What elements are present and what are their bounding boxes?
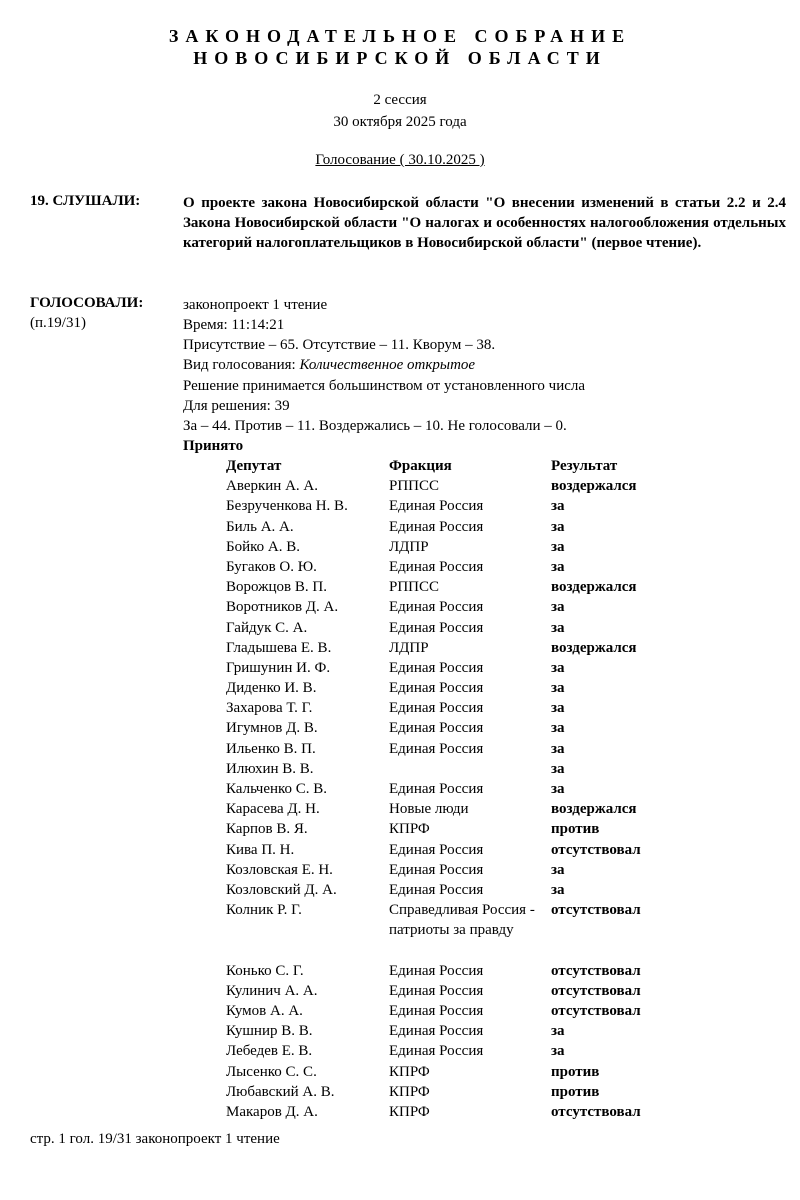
deputy-result: за <box>551 558 565 575</box>
deputy-name: Игумнов Д. В. <box>226 720 318 737</box>
voting-label: ГОЛОСОВАЛИ: <box>30 295 144 311</box>
deputy-result: отсутствовал <box>551 962 641 979</box>
voting-title-text: Голосование ( 30.10.2025 ) <box>315 152 485 168</box>
deputy-result: за <box>551 760 565 777</box>
deputy-faction: Единая Россия <box>389 962 484 979</box>
deputy-faction: Новые люди <box>389 801 469 818</box>
deputy-faction: Единая Россия <box>389 659 484 676</box>
header-deputy: Депутат <box>226 458 282 474</box>
deputy-name: Бойко А. В. <box>226 538 301 555</box>
deputy-result: за <box>551 781 565 797</box>
deputy-name: Ворожцов В. П. <box>226 579 327 596</box>
deputy-name: Биль А. А. <box>226 518 294 535</box>
deputy-name: Козловский Д. А. <box>226 881 337 898</box>
deputy-name: Илюхин В. В. <box>226 760 314 777</box>
deputy-faction: Единая Россия <box>389 518 484 535</box>
deputy-faction: КПРФ <box>389 821 430 838</box>
deputy-name: Кальченко С. В. <box>226 781 328 797</box>
deputy-name: Кива П. Н. <box>226 841 295 858</box>
deputy-faction: РППСС <box>389 579 440 596</box>
deputy-result: за <box>551 881 565 898</box>
deputy-faction: Единая Россия <box>389 558 484 575</box>
deputy-result: за <box>551 861 565 878</box>
page-footer: стр. 1 гол. 19/31 законопроект 1 чтение <box>30 1131 280 1147</box>
deputy-faction: ЛДПР <box>389 639 429 656</box>
deputy-result: за <box>551 1023 565 1040</box>
deputy-faction: Единая Россия <box>389 498 484 515</box>
deputy-result: за <box>551 518 565 535</box>
deputy-name: Карпов В. Я. <box>226 821 308 838</box>
agenda-text: О проекте закона Новосибирской области "О внесении изменений в статьи 2.2 и 2.4 Закона Новосибирской области "О налогах и особенностях налогообложения отдельных категорий налогоплательщиков в Новосибирской области" (первое чтение). <box>183 195 786 251</box>
deputy-faction: Единая Россия <box>389 619 484 636</box>
deputy-result: за <box>551 700 565 717</box>
deputy-name: Лебедев Е. В. <box>226 1043 313 1060</box>
deputy-faction: КПРФ <box>389 1083 430 1100</box>
vote-type-label: Вид голосования: <box>183 357 300 373</box>
decision-rule: Решение принимается большинством от установленного числа <box>183 378 586 394</box>
deputy-result: за <box>551 659 565 676</box>
org-title-line1: ЗАКОНОДАТЕЛЬНОЕ СОБРАНИЕ <box>168 26 632 46</box>
header-faction: Фракция <box>389 458 452 474</box>
deputy-faction: Единая Россия <box>389 1023 484 1040</box>
deputy-faction: Справедливая Россия - патриоты за правду <box>389 902 535 939</box>
deputy-name: Захарова Т. Г. <box>226 700 313 717</box>
deputy-name: Аверкин А. А. <box>226 478 318 495</box>
deputy-name: Козловская Е. Н. <box>226 861 333 878</box>
deputy-result: отсутствовал <box>551 902 641 919</box>
deputy-name: Колник Р. Г. <box>226 902 302 919</box>
deputy-name: Лысенко С. С. <box>226 1063 317 1080</box>
deputy-result: против <box>551 821 600 838</box>
deputy-faction: Единая Россия <box>389 781 484 797</box>
deputy-result: за <box>551 619 565 636</box>
deputy-name: Ильенко В. П. <box>226 740 316 757</box>
bill-reading: законопроект 1 чтение <box>183 297 328 313</box>
org-title-line2: НОВОСИБИРСКОЙ ОБЛАСТИ <box>193 48 607 68</box>
required-votes: Для решения: 39 <box>183 398 290 414</box>
deputy-result: за <box>551 720 565 737</box>
vote-outcome: Принято <box>183 438 244 454</box>
deputy-faction: Единая Россия <box>389 720 484 737</box>
deputy-name: Конько С. Г. <box>226 962 304 979</box>
deputy-result: за <box>551 740 565 757</box>
deputy-faction: КПРФ <box>389 1063 430 1080</box>
deputy-name: Кушнир В. В. <box>226 1023 313 1040</box>
deputy-result: воздержался <box>551 478 637 495</box>
deputy-result: воздержался <box>551 801 637 818</box>
vote-type-line <box>183 355 475 375</box>
deputy-name: Безрученкова Н. В. <box>226 498 348 515</box>
deputy-result: воздержался <box>551 579 637 596</box>
vote-time: Время: 11:14:21 <box>183 317 285 333</box>
deputy-faction: КПРФ <box>389 1104 430 1121</box>
deputy-faction: Единая Россия <box>389 861 484 878</box>
header-result: Результат <box>551 458 618 474</box>
session-date: 30 октября 2025 года <box>333 114 467 130</box>
deputy-faction: Единая Россия <box>389 1043 484 1060</box>
deputy-name: Гайдук С. А. <box>226 619 308 636</box>
deputy-result: за <box>551 538 565 555</box>
deputy-result: за <box>551 599 565 616</box>
deputy-name: Кумов А. А. <box>226 1003 303 1020</box>
voting-item-ref: (п.19/31) <box>30 315 86 331</box>
deputy-result: воздержался <box>551 639 637 656</box>
deputy-result: отсутствовал <box>551 1003 641 1020</box>
deputy-name: Гришунин И. Ф. <box>226 659 331 676</box>
deputy-name: Воротников Д. А. <box>226 599 339 616</box>
deputy-name: Любавский А. В. <box>226 1083 335 1100</box>
deputy-result: отсутствовал <box>551 982 641 999</box>
deputy-faction: Единая Россия <box>389 881 484 898</box>
deputy-faction: Единая Россия <box>389 700 484 717</box>
deputy-faction: Единая Россия <box>389 599 484 616</box>
voting-title <box>0 152 800 169</box>
vote-type-value: Количественное открытое <box>299 357 476 373</box>
session-number: 2 сессия <box>373 92 427 108</box>
deputy-result: отсутствовал <box>551 1104 641 1121</box>
deputy-faction: ЛДПР <box>389 538 429 555</box>
deputy-faction: Единая Россия <box>389 841 484 858</box>
deputy-result: за <box>551 1043 565 1060</box>
deputy-faction: Единая Россия <box>389 982 484 999</box>
deputy-result: отсутствовал <box>551 841 641 858</box>
deputy-faction: Единая Россия <box>389 680 484 697</box>
presence-line: Присутствие – 65. Отсутствие – 11. Кворум – 38. <box>183 337 496 353</box>
deputy-result: против <box>551 1063 600 1080</box>
deputy-name: Гладышева Е. В. <box>226 639 332 656</box>
vote-results: За – 44. Против – 11. Воздержались – 10. Не голосовали – 0. <box>183 418 567 434</box>
deputy-name: Кулинич А. А. <box>226 982 318 999</box>
deputy-name: Макаров Д. А. <box>226 1104 318 1121</box>
deputy-name: Бугаков О. Ю. <box>226 558 317 575</box>
deputy-result: за <box>551 680 565 697</box>
deputy-faction: Единая Россия <box>389 740 484 757</box>
deputy-result: против <box>551 1083 600 1100</box>
deputy-faction: РППСС <box>389 478 440 495</box>
deputy-result: за <box>551 498 565 515</box>
agenda-label: 19. СЛУШАЛИ: <box>30 193 141 209</box>
deputy-name: Карасева Д. Н. <box>226 801 320 818</box>
deputy-name: Диденко И. В. <box>226 680 317 697</box>
deputy-faction: Единая Россия <box>389 1003 484 1020</box>
